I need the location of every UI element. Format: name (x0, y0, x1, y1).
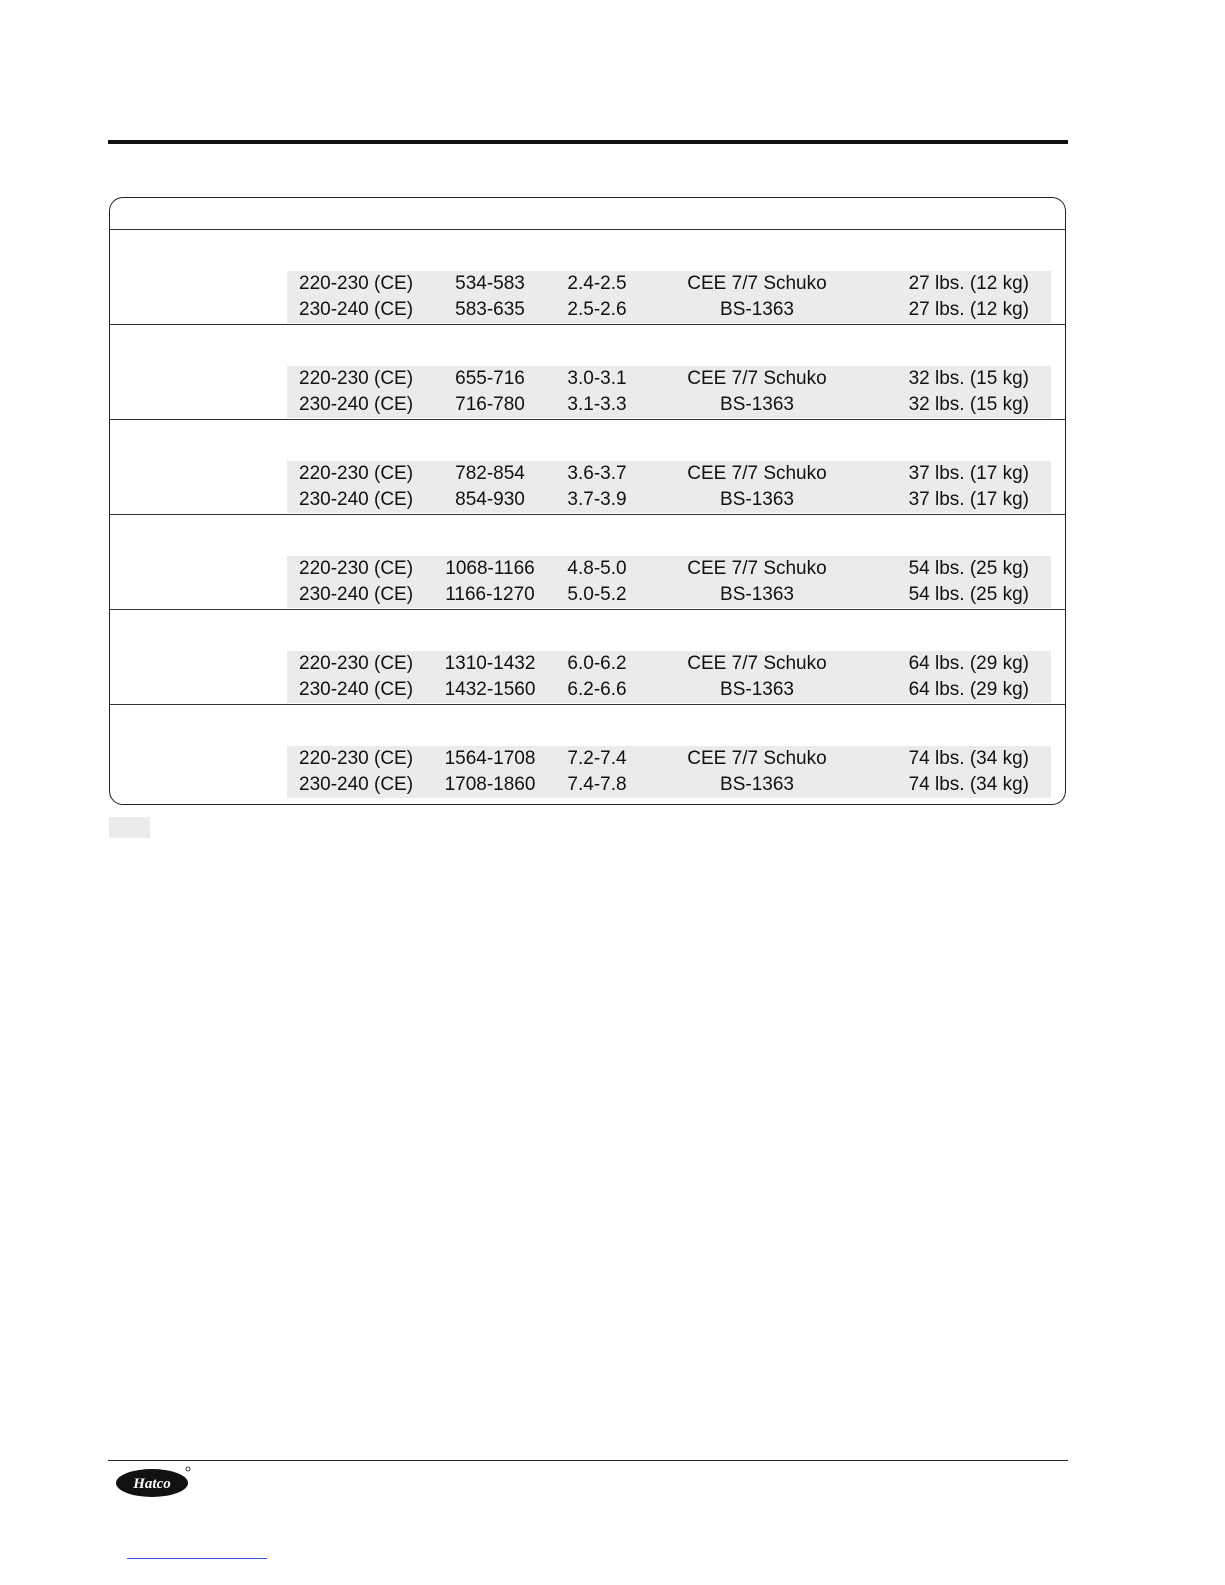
plug-cell: CEE 7/7 Schuko (687, 463, 827, 484)
table-row (287, 651, 1051, 677)
watts-cell: 1068-1166 (445, 558, 535, 579)
voltage-cell: 230-240 (CE) (299, 584, 414, 605)
spec-group (110, 230, 1065, 325)
amps-cell: 3.7-3.9 (567, 489, 627, 510)
watts-cell: 782-854 (455, 463, 525, 484)
amps-cell: 2.5-2.6 (567, 299, 627, 320)
note-shading (109, 817, 150, 838)
watts-cell: 1166-1270 (445, 584, 535, 605)
amps-cell: 6.0-6.2 (567, 653, 627, 674)
spec-rows (287, 556, 1051, 608)
table-row (287, 271, 1051, 297)
watts-cell: 716-780 (455, 394, 525, 415)
voltage-cell: 230-240 (CE) (299, 489, 414, 510)
voltage-cell: 230-240 (CE) (299, 774, 414, 795)
spec-rows (287, 461, 1051, 513)
spec-rows (287, 271, 1051, 323)
spec-group (110, 515, 1065, 610)
table-row (287, 582, 1051, 608)
hatco-logo-icon (114, 1465, 192, 1499)
watts-cell: 1432-1560 (444, 679, 536, 700)
voltage-cell: 230-240 (CE) (299, 394, 414, 415)
table-row (287, 487, 1051, 513)
weight-cell: 32 lbs. (15 kg) (908, 394, 1029, 415)
weight-cell: 32 lbs. (15 kg) (908, 368, 1029, 389)
spec-table (109, 197, 1066, 805)
plug-cell: BS-1363 (720, 299, 794, 320)
plug-cell: CEE 7/7 Schuko (687, 368, 827, 389)
table-row (287, 746, 1051, 772)
plug-cell: BS-1363 (720, 394, 794, 415)
plug-cell: BS-1363 (720, 679, 794, 700)
table-row (287, 556, 1051, 582)
voltage-cell: 220-230 (CE) (299, 368, 414, 389)
voltage-cell: 230-240 (CE) (299, 299, 414, 320)
plug-cell: CEE 7/7 Schuko (687, 558, 827, 579)
table-row (287, 461, 1051, 487)
spec-group (110, 420, 1065, 515)
spec-rows (287, 746, 1051, 798)
weight-cell: 54 lbs. (25 kg) (908, 584, 1029, 605)
weight-cell: 64 lbs. (29 kg) (908, 653, 1029, 674)
spec-group (110, 610, 1065, 705)
voltage-cell: 230-240 (CE) (299, 679, 414, 700)
amps-cell: 3.1-3.3 (567, 394, 627, 415)
spec-group (110, 705, 1065, 800)
watts-cell: 1564-1708 (444, 748, 536, 769)
table-row (287, 772, 1051, 798)
amps-cell: 3.6-3.7 (567, 463, 627, 484)
watts-cell: 583-635 (455, 299, 525, 320)
spec-rows (287, 651, 1051, 703)
amps-cell: 3.0-3.1 (567, 368, 627, 389)
plug-cell: BS-1363 (720, 584, 794, 605)
footer-link-underline (127, 1558, 267, 1559)
weight-cell: 37 lbs. (17 kg) (908, 463, 1029, 484)
spec-group (110, 325, 1065, 420)
weight-cell: 64 lbs. (29 kg) (908, 679, 1029, 700)
plug-cell: CEE 7/7 Schuko (687, 653, 827, 674)
watts-cell: 1708-1860 (444, 774, 536, 795)
voltage-cell: 220-230 (CE) (299, 463, 414, 484)
amps-cell: 7.2-7.4 (567, 748, 627, 769)
watts-cell: 1310-1432 (444, 653, 536, 674)
weight-cell: 37 lbs. (17 kg) (908, 489, 1029, 510)
voltage-cell: 220-230 (CE) (299, 653, 414, 674)
footer-rule (108, 1460, 1068, 1461)
plug-cell: BS-1363 (720, 489, 794, 510)
weight-cell: 74 lbs. (34 kg) (908, 748, 1029, 769)
plug-cell: CEE 7/7 Schuko (687, 748, 827, 769)
voltage-cell: 220-230 (CE) (299, 558, 414, 579)
weight-cell: 27 lbs. (12 kg) (908, 273, 1029, 294)
table-row (287, 366, 1051, 392)
table-row (287, 297, 1051, 323)
amps-cell: 4.8-5.0 (567, 558, 627, 579)
amps-cell: 7.4-7.8 (567, 774, 627, 795)
voltage-cell: 220-230 (CE) (299, 748, 414, 769)
table-row (287, 392, 1051, 418)
svg-text:Hatco: Hatco (133, 1476, 171, 1492)
watts-cell: 854-930 (455, 489, 525, 510)
plug-cell: BS-1363 (720, 774, 794, 795)
plug-cell: CEE 7/7 Schuko (687, 273, 827, 294)
spec-rows (287, 366, 1051, 418)
watts-cell: 534-583 (455, 273, 525, 294)
amps-cell: 2.4-2.5 (567, 273, 627, 294)
weight-cell: 74 lbs. (34 kg) (908, 774, 1029, 795)
watts-cell: 655-716 (455, 368, 525, 389)
top-rule (108, 140, 1068, 144)
weight-cell: 27 lbs. (12 kg) (908, 299, 1029, 320)
amps-cell: 5.0-5.2 (567, 584, 627, 605)
voltage-cell: 220-230 (CE) (299, 273, 414, 294)
weight-cell: 54 lbs. (25 kg) (908, 558, 1029, 579)
table-row (287, 677, 1051, 703)
amps-cell: 6.2-6.6 (567, 679, 627, 700)
